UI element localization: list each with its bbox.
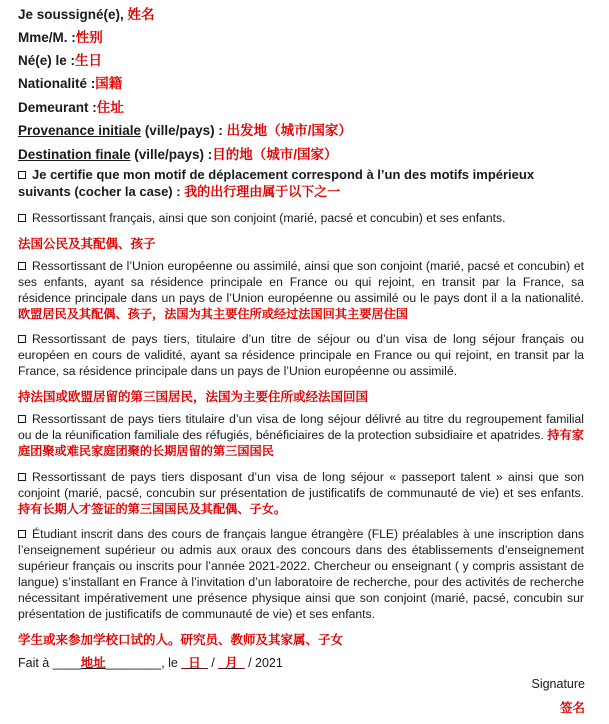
option-checkbox[interactable] bbox=[18, 530, 26, 538]
option-text: Ressortissant français, ainsi que son conjoint (marié, pacsé et concubin) et ses enfants. bbox=[32, 211, 506, 225]
field-provenance bbox=[18, 119, 352, 139]
field-gender bbox=[18, 26, 103, 46]
option-zh: 欧盟居民及其配偶、孩子，法国为其主要住所或经过法国回其主要居住国 bbox=[18, 307, 408, 322]
field-destination-label: Destination finale bbox=[18, 147, 131, 162]
option-checkbox[interactable] bbox=[18, 262, 26, 270]
field-gender-label: Mme/M. : bbox=[18, 30, 76, 45]
field-name bbox=[18, 3, 155, 23]
option-french-national bbox=[18, 210, 584, 226]
option-checkbox[interactable] bbox=[18, 335, 26, 343]
field-birthdate bbox=[18, 49, 102, 69]
field-address-value[interactable]: 住址 bbox=[96, 100, 124, 115]
option-text: Ressortissant de l’Union européenne ou assimilé, ainsi que son conjoint (marié, pacsé et concubin) et ses enfants, ayant sa résidence principale en France ou qui rejoint, en transit par la France, sa résidence principale dans un pays de l’Union européenne ou assimilé ou le pays dont il a la nationalité. bbox=[18, 259, 584, 306]
date-slash-2: / bbox=[244, 656, 256, 670]
field-nationality-label: Nationalité : bbox=[18, 76, 96, 91]
option-checkbox[interactable] bbox=[18, 214, 26, 222]
option-text: Étudiant inscrit dans des cours de français langue étrangère (FLE) préalables à une inscription dans l’enseignement supérieur ou admis aux oraux des concours dans des établissements d’enseignement supérieur français ou inscrits pour l’année 2021-2022. Chercheur ou enseignant ( y compris assistant de langue) s’installant en France à l’invitation d’un laboratoire de recherche, pour des activités de recherche nécessitant impérativement une présence physique ainsi que son conjoint (marié, pacsé, concubin sur présentation de justificatifs de communauté de vie) et ses enfants. bbox=[18, 527, 584, 622]
year-text: 2021 bbox=[255, 656, 283, 670]
option-text: Ressortissant de pays tiers disposant d’un visa de long séjour « passeport talent » ainsi que son conjoint (marié, pacsé, concubin sur présentation de justificatifs de communauté de vie) et ses enfants. bbox=[18, 470, 584, 501]
certify-text: Je certifie que mon motif de déplacement correspond à l’un des motifs impérieux suivants (cocher la case) : bbox=[18, 167, 535, 199]
field-address bbox=[18, 96, 124, 116]
option-student-researcher bbox=[18, 526, 584, 623]
option-third-country-resident-zh: 持法国或欧盟居留的第三国居民，法国为主要住所或经法国回国 bbox=[18, 390, 369, 404]
field-provenance-label-rest: (ville/pays) : bbox=[141, 123, 227, 138]
field-birthdate-label: Né(e) le : bbox=[18, 53, 76, 68]
option-text: Ressortissant de pays tiers, titulaire d’un titre de séjour ou d’un visa de long séjour français ou européen en cours de validité, ayant sa résidence principale en France ou qui rejoint, en transit par la France, sa résidence principale dans un pays de l’Union européenne ou assimilé. bbox=[18, 332, 584, 379]
field-destination-value[interactable]: 目的地（城市/国家） bbox=[212, 147, 338, 162]
fait-prefix: Fait à bbox=[18, 656, 53, 670]
option-french-national-zh: 法国公民及其配偶、孩子 bbox=[18, 237, 156, 251]
field-destination bbox=[18, 143, 338, 163]
field-gender-value[interactable]: 性别 bbox=[75, 30, 103, 45]
field-name-value[interactable]: 姓名 bbox=[127, 7, 155, 22]
field-destination-label-rest: (ville/pays) : bbox=[130, 147, 213, 162]
field-provenance-label: Provenance initiale bbox=[18, 123, 142, 138]
date-slash-1: / bbox=[207, 656, 219, 670]
certify-statement bbox=[18, 166, 588, 200]
option-eu-national bbox=[18, 258, 584, 322]
certify-zh: 我的出行理由属于以下之一 bbox=[184, 184, 341, 199]
certify-checkbox[interactable] bbox=[18, 171, 26, 179]
place-blank-pre: ____ bbox=[52, 656, 81, 670]
option-zh: 持有家庭团聚或难民家庭团聚的长期居留的第三国国民 bbox=[18, 428, 584, 459]
option-checkbox[interactable] bbox=[18, 473, 26, 481]
place-field[interactable]: 地址 bbox=[80, 656, 106, 670]
option-checkbox[interactable] bbox=[18, 415, 26, 423]
le-text: , le bbox=[161, 656, 182, 670]
month-field[interactable]: _月_ bbox=[218, 656, 245, 670]
option-third-country-resident bbox=[18, 331, 584, 379]
day-field[interactable]: _日_ bbox=[181, 656, 208, 670]
place-blank-post: ________ bbox=[105, 656, 162, 670]
field-provenance-value[interactable]: 出发地（城市/国家） bbox=[226, 123, 352, 138]
place-date-line bbox=[18, 653, 283, 671]
field-nationality bbox=[18, 72, 122, 92]
signature-field[interactable]: 签名 bbox=[559, 701, 585, 715]
option-family-reunification bbox=[18, 411, 584, 459]
option-zh: 持有长期人才签证的第三国国民及其配偶、子女。 bbox=[18, 502, 287, 517]
option-text: Ressortissant de pays tiers titulaire d’un visa de long séjour délivré au titre du regroupement familial ou de la réunification familiale des réfugiés, bénéficiaires de la protection subsidiaire et apatrides. bbox=[18, 412, 584, 443]
field-nationality-value[interactable]: 国籍 bbox=[95, 76, 123, 91]
field-address-label: Demeurant : bbox=[18, 100, 97, 115]
option-student-researcher-zh: 学生或来参加学校口试的人。研究员、教师及其家属、子女 bbox=[18, 633, 344, 647]
option-passeport-talent bbox=[18, 469, 584, 517]
field-name-label: Je soussigné(e), bbox=[18, 7, 128, 22]
signature-label: Signature bbox=[531, 677, 585, 691]
field-birthdate-value[interactable]: 生日 bbox=[75, 53, 103, 68]
